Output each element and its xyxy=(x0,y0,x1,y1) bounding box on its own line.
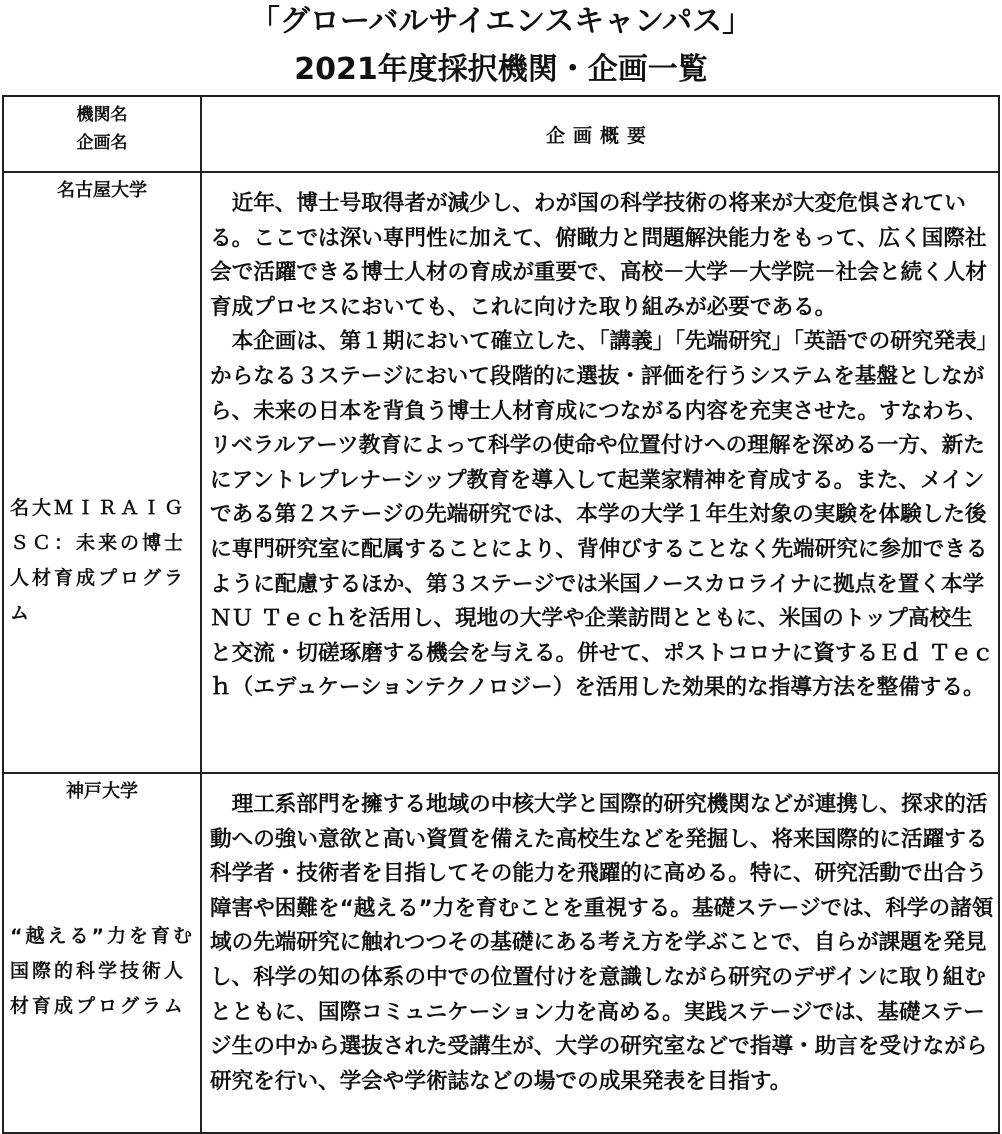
program-name-line: 材育成プログラム xyxy=(10,995,186,1017)
program-name-line: 人材育成プログラ xyxy=(10,567,187,589)
table-row xyxy=(3,172,999,773)
page-title-line1: 「グローバルサイエンスキャンパス」 xyxy=(249,4,753,39)
summary-paragraph: 近年、博士号取得者が減少し、わが国の科学技術の将来が大変危惧されている。ここでは深い専門性に加えて、俯瞰力と問題解決能力をもって、広く国際社会で活躍できる博士人材の育成が重要で、高校－大学－大学院－社会と続く人材育成プロセスにおいても、これに向けた取り組みが必要である。 xyxy=(210,191,987,320)
table-header-row xyxy=(3,96,999,172)
table-row xyxy=(3,773,999,1133)
program-name-line: ＳＣ：未来の博士 xyxy=(10,532,187,554)
header-institution-program xyxy=(3,96,201,172)
summary-paragraph: 本企画は、第１期において確立した、「講義」「先端研究」「英語での研究発表」からなる３ステージにおいて段階的に選抜・評価を行うシステムを基盤としながら、未来の日本を背負う博士人材育成につながる内容を充実させた。すなわち、リベラルアーツ教育によって科学の使命や位置付けへの理解を深める一方、新たにアントレプレナーシップ教育を導入して起業家精神を育成する。また、メインである第２ステージの先端研究では、本学の大学１年生対象の実験を体験した後に専門研究室に配属することにより、背伸びすることなく先端研究に参加できるように配慮するほか、第３ステージでは米国ノースカロライナに拠点を置く本学ＮＵ Ｔｅｃｈを活用し、現地の大学や企業訪問とともに、米国のトップ高校生と交流・切磋琢磨する機会を与える。併せて、ポストコロナに資するＥｄ Ｔｅｃｈ（エデュケーションテクノロジー）を活用した効果的な指導方法を整備する。 xyxy=(210,329,994,701)
page-title-line2: 2021年度採択機関・企画一覧 xyxy=(294,52,708,87)
institution-cell xyxy=(3,773,201,1133)
institution-name: 名古屋大学 xyxy=(57,180,147,201)
program-name xyxy=(10,919,195,1024)
program-name-line: 国際的科学技術人 xyxy=(10,960,187,982)
program-name-line: 名大ＭＩＲＡＩＧ xyxy=(10,497,187,519)
program-name-line: ム xyxy=(10,602,33,624)
program-name-line: “越える”力を育む xyxy=(10,925,195,947)
header-program-label: 企画名 xyxy=(76,133,128,153)
institution-cell xyxy=(3,172,201,773)
summary-cell xyxy=(201,172,999,773)
adopted-programs-table xyxy=(2,95,1000,1134)
header-summary-label: 企画概要 xyxy=(201,96,999,172)
institution-name: 神戸大学 xyxy=(66,781,138,802)
program-name xyxy=(10,491,186,631)
summary-paragraph: 理工系部門を擁する地域の中核大学と国際的研究機関などが連携し、探求的活動への強い意欲と高い資質を備えた高校生などを発掘し、将来国際的に活躍する科学者・技術者を目指してその能力を飛躍的に高める。特に、研究活動で出合う障害や困難を“越える”力を育むことを重視する。基礎ステージでは、科学の諸領域の先端研究に触れつつその基礎にある考え方を学ぶことで、自らが課題を発見し、科学の知の体系の中での位置付けを意識しながら研究のデザインに取り組むとともに、国際コミュニケーション力を高める。実践ステージでは、基礎ステージ生の中から選抜された受講生が、大学の研究室などで指導・助言を受けながら研究を行い、学会や学術誌などの場での成果発表を目指す。 xyxy=(210,792,994,1094)
header-institution-label: 機関名 xyxy=(76,105,128,125)
summary-cell xyxy=(201,773,999,1133)
